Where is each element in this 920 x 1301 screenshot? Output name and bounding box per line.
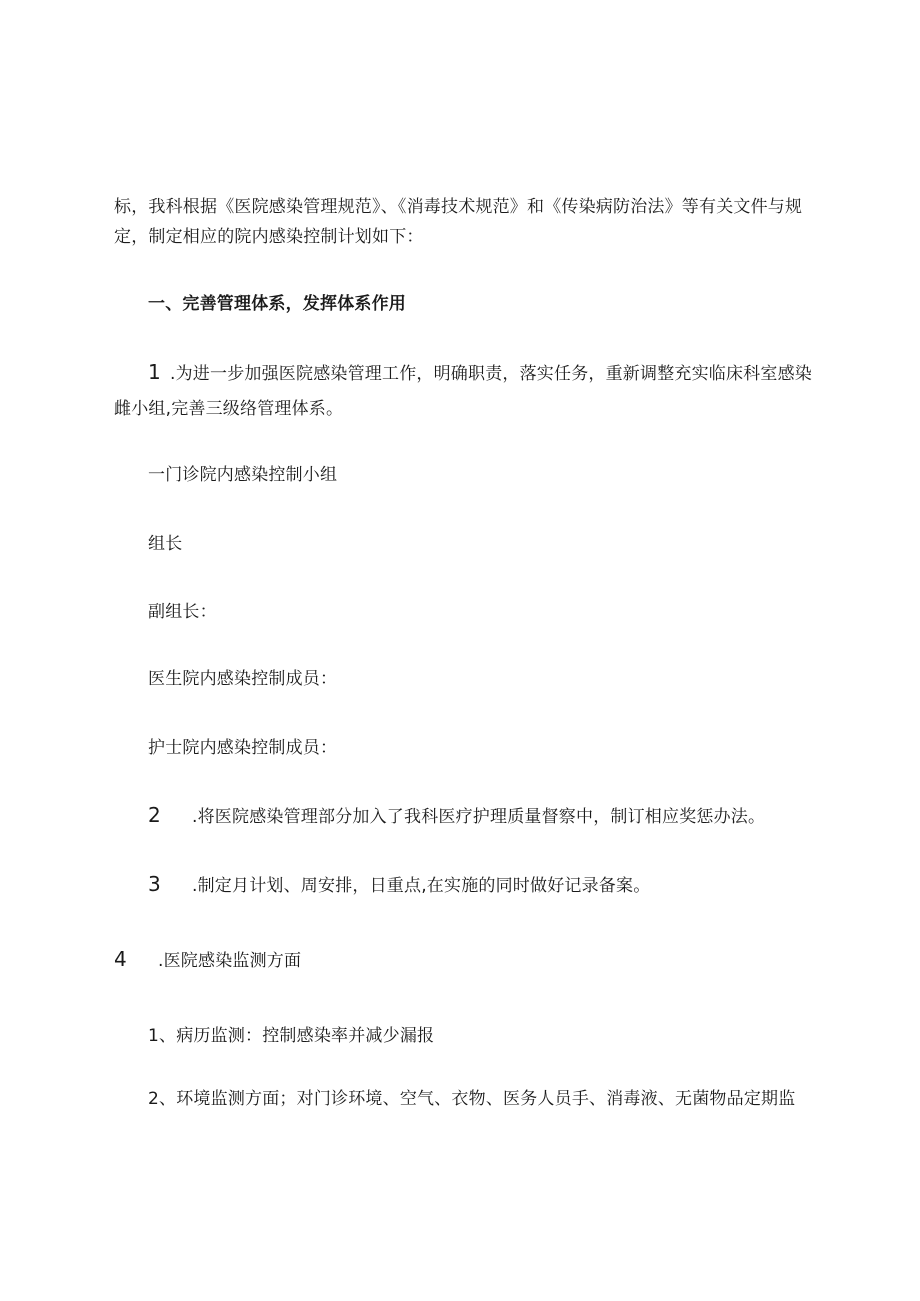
item-1-line-2: 雌小组,完善三级络管理体系。 bbox=[114, 399, 344, 419]
item-2-number: 2 bbox=[148, 803, 161, 827]
item-3 bbox=[148, 873, 650, 897]
item-4 bbox=[114, 948, 301, 972]
item-3-text: .制定月计划、周安排，日重点,在实施的同时做好记录备案。 bbox=[192, 876, 651, 896]
item-3-number: 3 bbox=[148, 872, 161, 896]
item-2-text: .将医院感染管理部分加入了我科医疗护理质量督察中，制订相应奖惩办法。 bbox=[192, 807, 766, 827]
group-leader: 组长 bbox=[148, 534, 183, 554]
sub-item-2: 2、环境监测方面；对门诊环境、空气、衣物、医务人员手、消毒液、无菌物品定期监 bbox=[148, 1089, 796, 1109]
nurse-members: 护士院内感染控制成员： bbox=[148, 738, 338, 758]
intro-line-1: 标，我科根据《医院感染管理规范》、《消毒技术规范》和《传染病防治法》等有关文件与规 bbox=[114, 197, 803, 217]
item-4-text: .医院感染监测方面 bbox=[158, 951, 302, 971]
doctor-members: 医生院内感染控制成员： bbox=[148, 669, 338, 689]
item-1-number: 1 bbox=[148, 360, 161, 384]
sub-item-1: 1、病历监测：控制感染率并减少漏报 bbox=[148, 1026, 435, 1046]
section-1-heading: 一、完善管理体系，发挥体系作用 bbox=[148, 294, 406, 314]
item-4-number: 4 bbox=[114, 947, 127, 971]
deputy-leader: 副组长： bbox=[148, 602, 217, 622]
item-2 bbox=[148, 804, 765, 828]
group-title: 一门诊院内感染控制小组 bbox=[148, 465, 338, 485]
item-1-text: .为进一步加强医院感染管理工作，明确职责，落实任务，重新调整充实临床科室感染 bbox=[170, 364, 813, 384]
intro-line-2: 定，制定相应的院内感染控制计划如下： bbox=[114, 227, 424, 247]
item-1-line-1 bbox=[148, 361, 812, 385]
